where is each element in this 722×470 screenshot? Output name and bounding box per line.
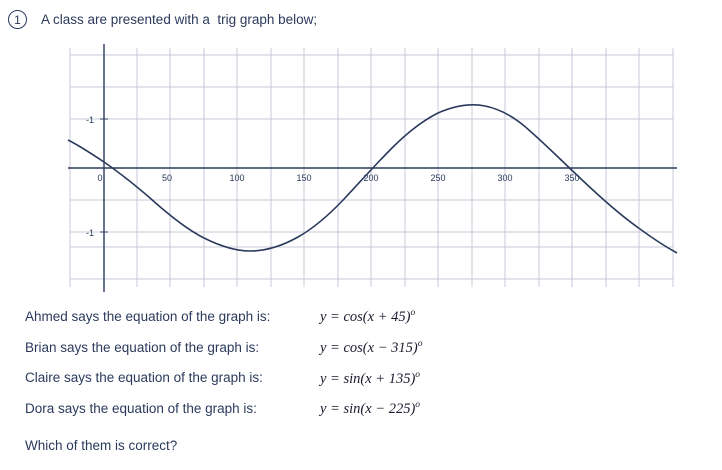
statement-equation-dora: [320, 400, 420, 418]
statement-equation-brian: [320, 339, 422, 357]
statement-person-ahmed: Ahmed says the equation of the graph is:: [25, 308, 271, 324]
statement-equation-claire: [320, 370, 420, 388]
statement-person-brian: Brian says the equation of the graph is:: [25, 339, 260, 355]
final-question: Which of them is correct?: [25, 438, 178, 453]
equation-degree-symbol: o: [415, 400, 421, 411]
statement-person-claire: Claire says the equation of the graph is:: [25, 370, 263, 386]
equation-body: y = cos(x + 45): [320, 308, 411, 325]
equation-body: y = cos(x − 315): [320, 339, 418, 356]
statements-list: [25, 308, 695, 431]
trig-graph: [60, 40, 680, 295]
x-tick-label-0: 0: [97, 173, 103, 183]
question-prompt: A class are presented with a trig graph below;: [41, 12, 318, 27]
equation-body: y = sin(x − 225): [320, 401, 416, 418]
x-tick-label-100: 100: [229, 173, 245, 183]
equation-body: y = sin(x + 135): [320, 370, 416, 387]
y-tick-label-bottom: -1: [85, 228, 95, 238]
statement-row: [25, 400, 695, 418]
statement-equation-ahmed: [320, 308, 415, 326]
statement-row: [25, 339, 695, 357]
equation-degree-symbol: o: [410, 308, 416, 318]
question-header: [8, 10, 317, 29]
y-tick-label-top: -1: [85, 115, 95, 125]
x-tick-label-150: 150: [296, 173, 312, 183]
x-tick-label-300: 300: [497, 173, 513, 183]
statement-person-dora: Dora says the equation of the graph is:: [25, 401, 257, 417]
statement-row: [25, 370, 695, 388]
x-tick-label-250: 250: [430, 173, 446, 183]
x-tick-label-350: 350: [564, 173, 580, 183]
equation-degree-symbol: o: [415, 369, 421, 380]
x-tick-label-50: 50: [161, 173, 173, 183]
statement-row: [25, 308, 695, 326]
question-number-badge: 1: [8, 10, 27, 29]
equation-degree-symbol: o: [417, 338, 423, 349]
trig-graph-svg: [60, 40, 680, 295]
x-tick-label-200: 200: [363, 173, 379, 183]
